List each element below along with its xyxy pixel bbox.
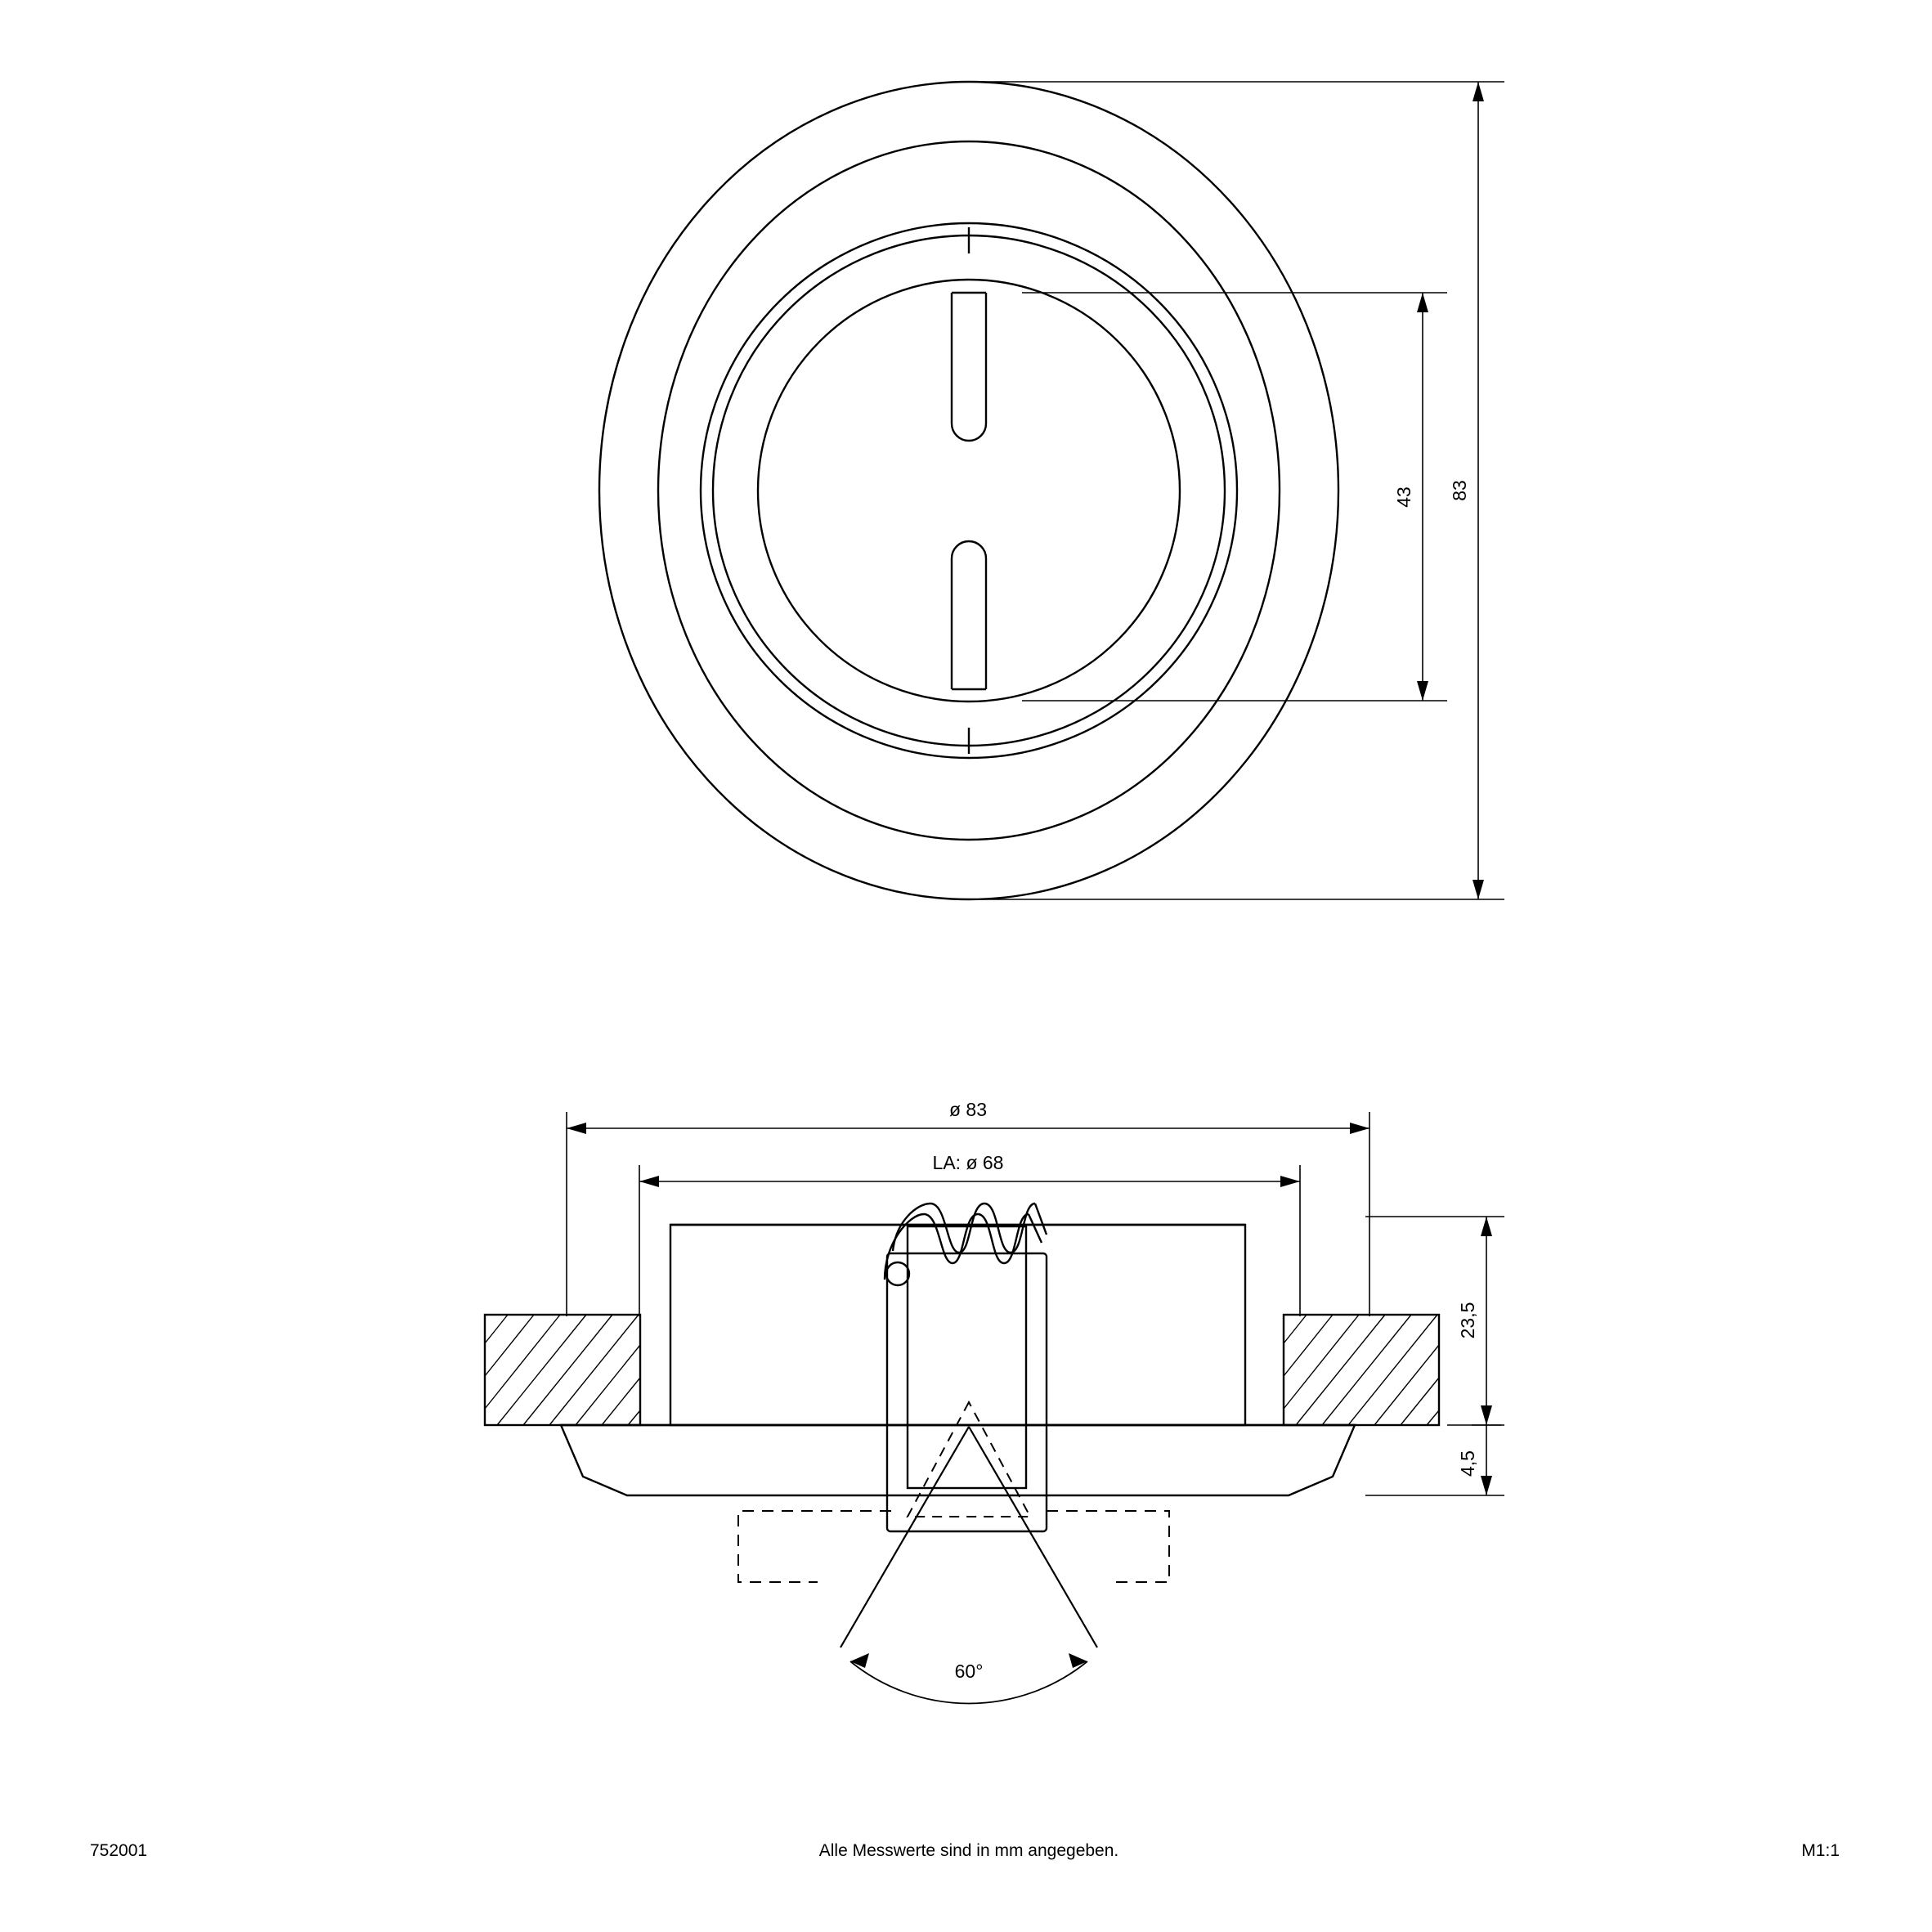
beam-cone <box>840 1427 1097 1647</box>
spring-slot-bottom <box>952 541 986 689</box>
dim-label-inner-43: 43 <box>1393 486 1414 508</box>
lamp-holder-bracket <box>886 1226 1047 1531</box>
section-dimensions <box>567 1112 1504 1703</box>
ceiling-left <box>485 1315 640 1425</box>
flange-bezel <box>561 1425 1355 1495</box>
footer-scale: M1:1 <box>1801 1841 1840 1860</box>
dim-label-d83: ø 83 <box>948 1099 988 1120</box>
dim-label-beam-angle: 60° <box>954 1661 984 1682</box>
beam-side-flaps <box>738 1511 1169 1582</box>
footer-note: Alle Messwerte sind in mm angegeben. <box>818 1841 1119 1860</box>
dim-label-height-235: 23,5 <box>1457 1302 1478 1339</box>
dim-label-flange-45: 4,5 <box>1457 1450 1478 1477</box>
lamp-body <box>670 1225 1245 1425</box>
ceiling-right <box>1284 1315 1439 1425</box>
top-view <box>599 82 1338 899</box>
spring-slot-top <box>952 293 986 441</box>
third-ring-circle <box>701 223 1237 758</box>
outer-flange-circle <box>599 82 1338 899</box>
lens-circle <box>758 280 1180 702</box>
footer-article-number: 752001 <box>90 1841 148 1860</box>
dim-label-la68: LA: ø 68 <box>932 1152 1004 1173</box>
section-view <box>485 1204 1439 1647</box>
bezel-ring-circle <box>713 235 1225 746</box>
spring-coil <box>885 1204 1047 1280</box>
dim-label-outer-83: 83 <box>1449 480 1470 501</box>
